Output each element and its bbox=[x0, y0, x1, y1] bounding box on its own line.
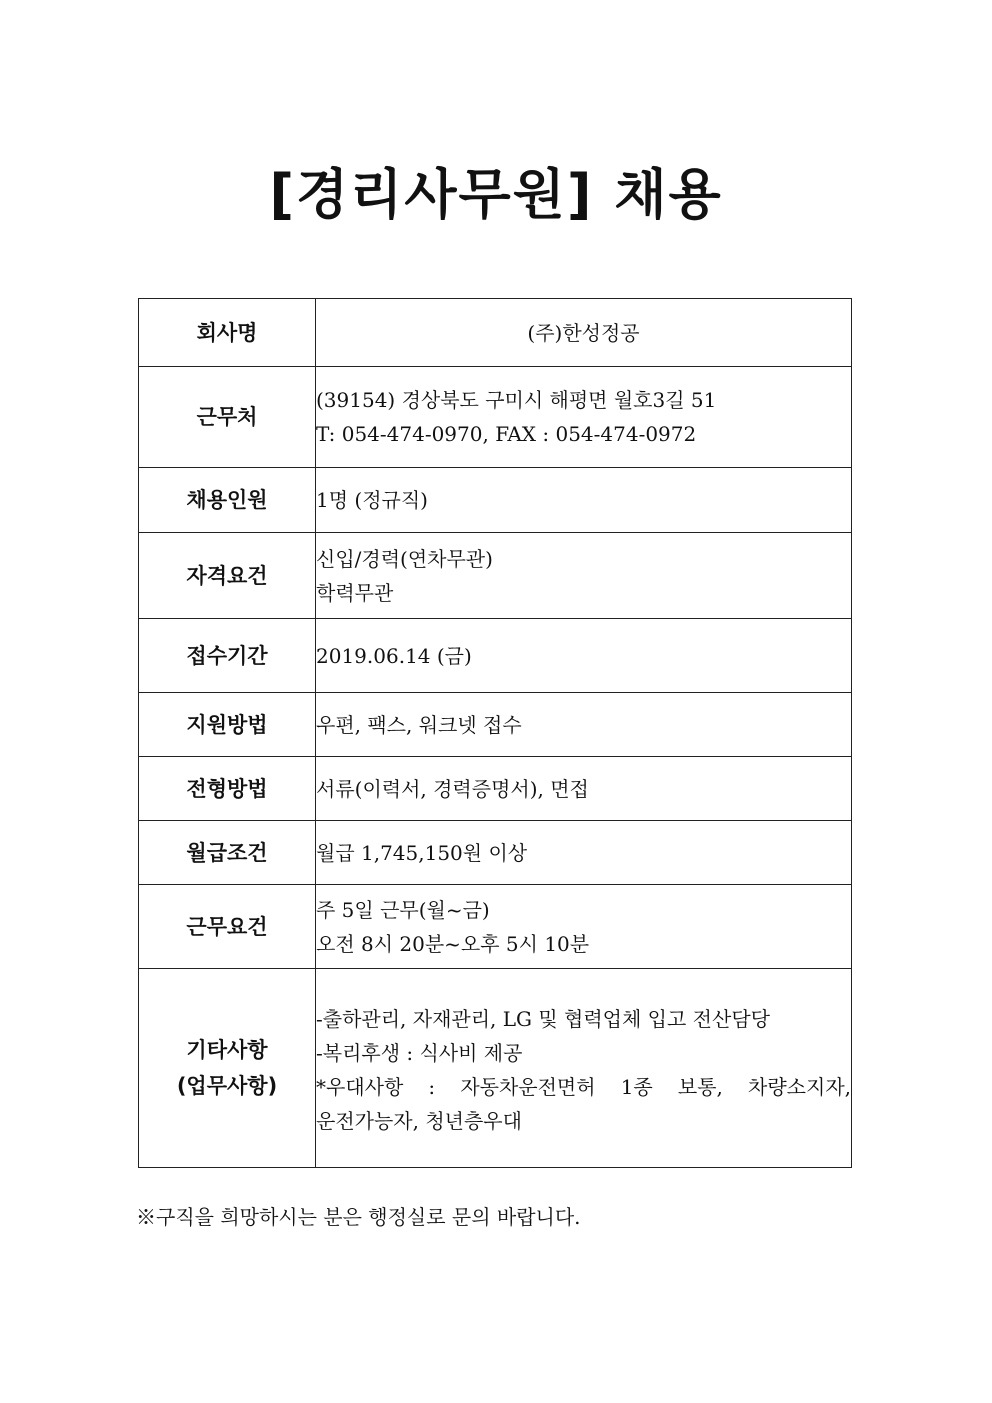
row-value-selection: 서류(이력서, 경력증명서), 면접 bbox=[316, 757, 852, 821]
work-days-line: 주 5일 근무(월~금) bbox=[316, 897, 490, 922]
workplace-contact: T: 054-474-0970, FAX : 054-474-0972 bbox=[316, 422, 697, 446]
table-row bbox=[139, 299, 852, 367]
row-value-work-conditions bbox=[316, 885, 852, 969]
row-value-company: (주)한성정공 bbox=[316, 299, 852, 367]
footnote: ※구직을 희망하시는 분은 행정실로 문의 바랍니다. bbox=[136, 1205, 581, 1229]
row-label-qualification: 자격요건 bbox=[139, 533, 316, 619]
row-label-work-conditions: 근무요건 bbox=[139, 885, 316, 969]
row-value-workplace bbox=[316, 367, 852, 468]
row-label-workplace: 근무처 bbox=[139, 367, 316, 468]
row-value-etc bbox=[316, 969, 852, 1168]
row-value-apply-method: 우편, 팩스, 워크넷 접수 bbox=[316, 693, 852, 757]
table-row bbox=[139, 885, 852, 969]
table-row bbox=[139, 757, 852, 821]
table-row bbox=[139, 468, 852, 533]
table-row bbox=[139, 693, 852, 757]
etc-line-benefits: -복리후생 : 식사비 제공 bbox=[316, 1041, 523, 1065]
row-label-headcount: 채용인원 bbox=[139, 468, 316, 533]
row-label-etc bbox=[139, 969, 316, 1168]
etc-label-main: 기타사항 bbox=[186, 1038, 268, 1062]
row-label-apply-method: 지원방법 bbox=[139, 693, 316, 757]
table-row bbox=[139, 619, 852, 693]
etc-label-sub: (업무사항) bbox=[176, 1074, 278, 1098]
workplace-address: (39154) 경상북도 구미시 해평면 월호3길 51 bbox=[316, 388, 717, 412]
etc-line-duties: -출하관리, 자재관리, LG 및 협력업체 입고 전산담당 bbox=[316, 1007, 770, 1031]
page-title: [경리사무원] 채용 bbox=[269, 163, 723, 226]
etc-line-preference: *우대사항 : 자동차운전면허 1종 보통, 차량소지자, bbox=[316, 1075, 851, 1099]
table-row bbox=[139, 367, 852, 468]
table-row bbox=[139, 533, 852, 619]
work-hours-line: 오전 8시 20분~오후 5시 10분 bbox=[316, 931, 590, 956]
row-label-selection: 전형방법 bbox=[139, 757, 316, 821]
row-value-qualification bbox=[316, 533, 852, 619]
row-label-company: 회사명 bbox=[139, 299, 316, 367]
table-row bbox=[139, 969, 852, 1168]
row-label-salary: 월급조건 bbox=[139, 821, 316, 885]
row-value-period: 2019.06.14 (금) bbox=[316, 619, 852, 693]
qualification-line: 학력무관 bbox=[316, 580, 394, 605]
etc-line-preference-cont: 운전가능자, 청년층우대 bbox=[316, 1109, 522, 1133]
row-label-period: 접수기간 bbox=[139, 619, 316, 693]
qualification-line: 신입/경력(연차무관) bbox=[316, 546, 493, 571]
table-row bbox=[139, 821, 852, 885]
job-info-table bbox=[138, 298, 852, 1168]
row-value-headcount: 1명 (정규직) bbox=[316, 468, 852, 533]
row-value-salary: 월급 1,745,150원 이상 bbox=[316, 821, 852, 885]
